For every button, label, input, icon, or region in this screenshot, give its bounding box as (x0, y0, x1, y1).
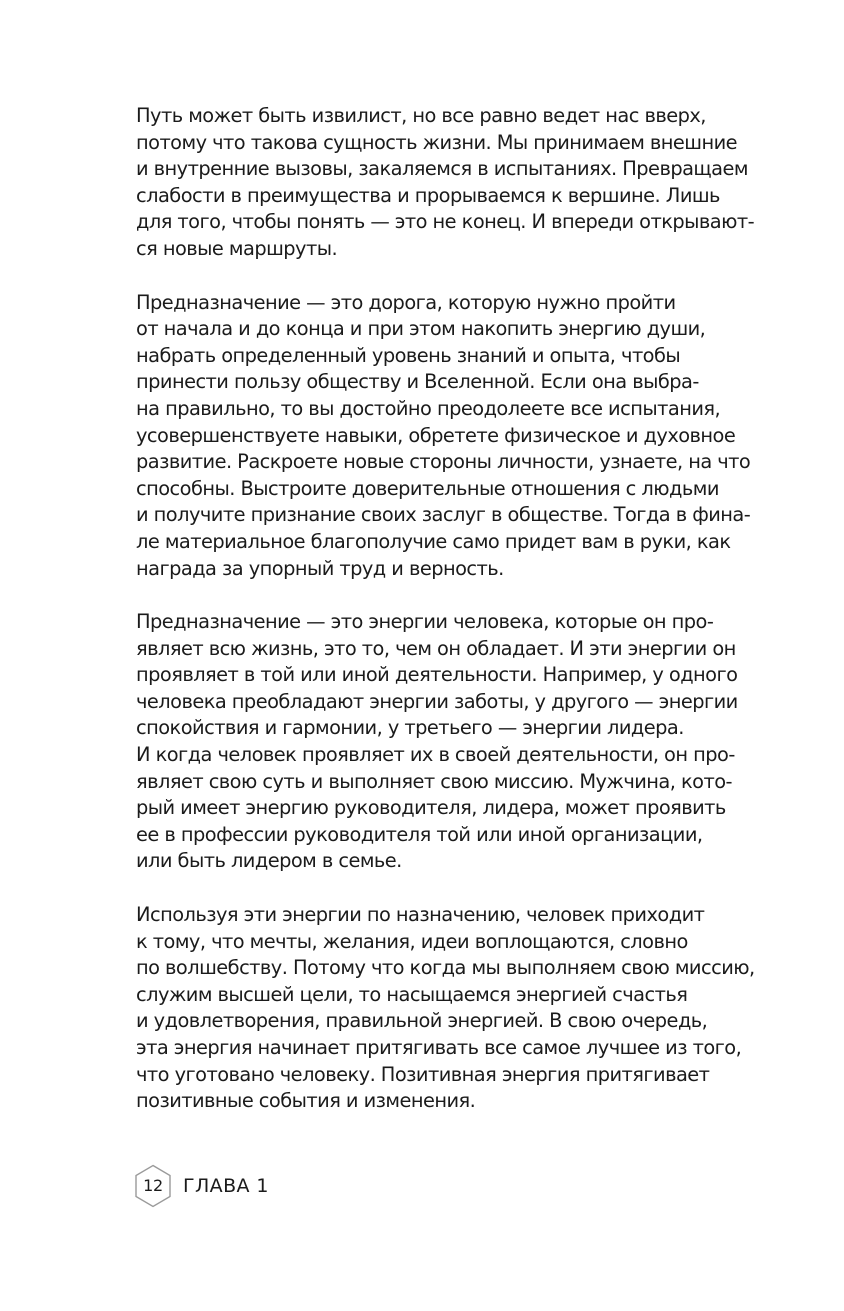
text-line: спокойствия и гармонии, у третьего — энергии лидера. (136, 716, 684, 740)
text-line: способны. Выстроите доверительные отношения с людьми (136, 476, 719, 500)
text-line: и получите признание своих заслуг в обществе. Тогда в фина- (136, 503, 751, 527)
text-line: принести пользу обществу и Вселенной. Если она выбра- (136, 370, 699, 394)
text-line: Предназначение — это дорога, которую нужно пройти (136, 290, 676, 314)
text-line: слабости в преимущества и прорываемся к вершине. Лишь (136, 183, 720, 207)
text-line: рый имеет энергию руководителя, лидера, может проявить (136, 796, 726, 820)
text-line: И когда человек проявляет их в своей деятельности, он про- (136, 743, 735, 767)
page-footer (134, 1164, 269, 1208)
text-line: потому что такова сущность жизни. Мы принимаем внешние (136, 130, 738, 154)
text-line: являет свою суть и выполняет свою миссию. Мужчина, кото- (136, 769, 732, 793)
page-number-badge (134, 1164, 172, 1208)
paragraph (136, 902, 776, 1115)
text-line: ся новые маршруты. (136, 236, 338, 260)
text-line: или быть лидером в семье. (136, 849, 402, 873)
text-line: для того, чтобы понять — это не конец. И впереди открывают- (136, 210, 755, 234)
text-line: человека преобладают энергии заботы, у другого — энергии (136, 689, 738, 713)
text-line: Предназначение — это энергии человека, которые он про- (136, 610, 714, 634)
text-line: проявляет в той или иной деятельности. Например, у одного (136, 663, 738, 687)
text-line: позитивные события и изменения. (136, 1089, 476, 1113)
text-line: и внутренние вызовы, закаляемся в испытаниях. Превращаем (136, 157, 748, 181)
text-line: ее в профессии руководителя той или иной организации, (136, 822, 703, 846)
paragraph (136, 609, 776, 875)
text-line: усовершенствуете навыки, обретете физическое и духовное (136, 423, 736, 447)
text-line: к тому, что мечты, желания, идеи воплощаются, словно (136, 929, 688, 953)
text-line: награда за упорный труд и верность. (136, 556, 504, 580)
chapter-label: ГЛАВА 1 (183, 1175, 269, 1197)
text-line: набрать определенный уровень знаний и опыта, чтобы (136, 343, 681, 367)
text-line: от начала и до конца и при этом накопить энергию души, (136, 317, 706, 341)
text-line: развитие. Раскроете новые стороны личности, узнаете, на что (136, 450, 751, 474)
paragraph (136, 290, 776, 583)
text-line: эта энергия начинает притягивать все самое лучшее из того, (136, 1036, 742, 1059)
text-line: что уготовано человеку. Позитивная энергия притягивает (136, 1062, 710, 1086)
text-line: на правильно, то вы достойно преодолеете все испытания, (136, 396, 721, 420)
text-line: и удовлетворения, правильной энергией. В свою очередь, (136, 1009, 708, 1033)
text-line: являет всю жизнь, это то, чем он обладает. И эти энергии он (136, 636, 736, 660)
paragraph (136, 103, 776, 263)
text-line: Путь может быть извилист, но все равно ведет нас вверх, (136, 104, 706, 127)
text-line: по волшебству. Потому что когда мы выполняем свою миссию, (136, 956, 755, 980)
page-number: 12 (143, 1176, 163, 1195)
text-line: служим высшей цели, то насыщаемся энергией счастья (136, 982, 688, 1006)
text-line: Используя эти энергии по назначению, человек приходит (136, 903, 705, 927)
page-body (136, 103, 776, 1142)
text-line: ле материальное благополучие само придет вам в руки, как (136, 529, 731, 553)
